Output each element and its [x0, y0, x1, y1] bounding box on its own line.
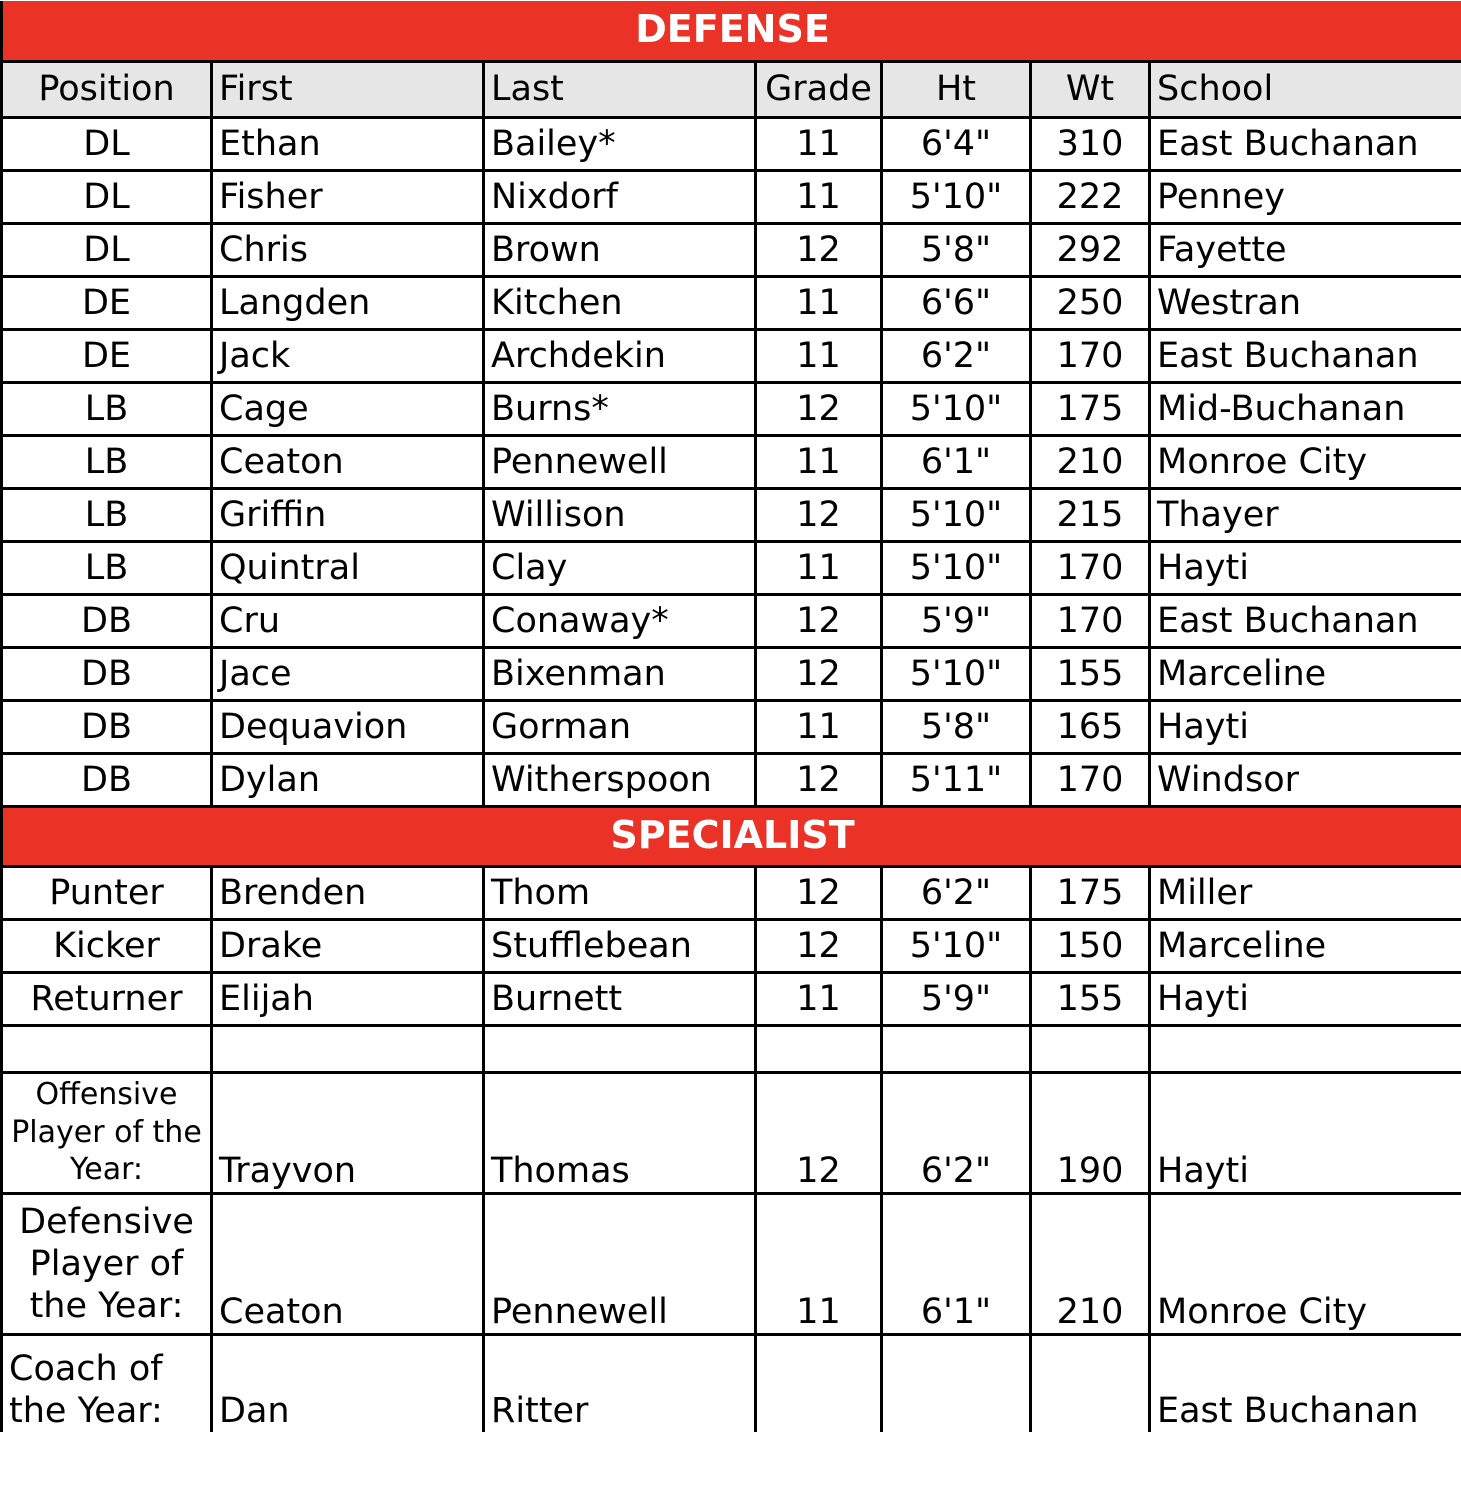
cell-first: Langden [212, 276, 484, 329]
cell-weight: 210 [1031, 435, 1150, 488]
cell-position: Kicker [2, 919, 212, 972]
award-grade [756, 1334, 882, 1432]
cell-first: Fisher [212, 170, 484, 223]
award-first: Dan [212, 1334, 484, 1432]
cell-first: Jace [212, 647, 484, 700]
cell-school: Hayti [1150, 972, 1461, 1025]
cell-school: Marceline [1150, 919, 1461, 972]
cell-school: Marceline [1150, 647, 1461, 700]
empty-cell [1031, 1025, 1150, 1072]
cell-weight: 170 [1031, 753, 1150, 806]
defense-row [2, 700, 1461, 753]
cell-school: Westran [1150, 276, 1461, 329]
cell-last: Pennewell [484, 435, 756, 488]
cell-school: Hayti [1150, 700, 1461, 753]
specialist-row [2, 919, 1461, 972]
award-label: Offensive Player of the Year: [2, 1072, 212, 1193]
cell-last: Bixenman [484, 647, 756, 700]
award-school: East Buchanan [1150, 1334, 1461, 1432]
cell-last: Burns* [484, 382, 756, 435]
cell-weight: 175 [1031, 382, 1150, 435]
cell-position: LB [2, 541, 212, 594]
cell-weight: 150 [1031, 919, 1150, 972]
defense-banner: DEFENSE [2, 1, 1461, 61]
cell-position: DL [2, 223, 212, 276]
cell-first: Quintral [212, 541, 484, 594]
empty-cell [756, 1025, 882, 1072]
cell-last: Burnett [484, 972, 756, 1025]
cell-school: Hayti [1150, 541, 1461, 594]
award-weight: 210 [1031, 1193, 1150, 1334]
empty-row [2, 1025, 1461, 1072]
cell-last: Brown [484, 223, 756, 276]
cell-position: DL [2, 117, 212, 170]
cell-weight: 222 [1031, 170, 1150, 223]
defensive-player-award-row [2, 1193, 1461, 1334]
defense-row [2, 435, 1461, 488]
cell-height: 5'10" [882, 541, 1031, 594]
award-height [882, 1334, 1031, 1432]
cell-grade: 11 [756, 541, 882, 594]
cell-last: Archdekin [484, 329, 756, 382]
cell-school: Fayette [1150, 223, 1461, 276]
cell-first: Cage [212, 382, 484, 435]
cell-weight: 215 [1031, 488, 1150, 541]
cell-last: Willison [484, 488, 756, 541]
cell-school: East Buchanan [1150, 594, 1461, 647]
cell-grade: 12 [756, 382, 882, 435]
cell-grade: 12 [756, 753, 882, 806]
cell-weight: 165 [1031, 700, 1150, 753]
cell-height: 5'8" [882, 700, 1031, 753]
cell-position: LB [2, 382, 212, 435]
cell-first: Drake [212, 919, 484, 972]
award-last: Ritter [484, 1334, 756, 1432]
cell-height: 6'2" [882, 329, 1031, 382]
cell-height: 5'8" [882, 223, 1031, 276]
cell-grade: 11 [756, 170, 882, 223]
cell-school: Monroe City [1150, 435, 1461, 488]
defense-row [2, 382, 1461, 435]
cell-last: Witherspoon [484, 753, 756, 806]
cell-position: DB [2, 700, 212, 753]
cell-position: DE [2, 276, 212, 329]
defense-row [2, 488, 1461, 541]
cell-last: Kitchen [484, 276, 756, 329]
cell-height: 5'9" [882, 594, 1031, 647]
cell-position: DB [2, 753, 212, 806]
cell-school: Miller [1150, 866, 1461, 919]
specialist-row [2, 866, 1461, 919]
specialist-row [2, 972, 1461, 1025]
cell-position: LB [2, 488, 212, 541]
cell-weight: 170 [1031, 594, 1150, 647]
cell-height: 5'11" [882, 753, 1031, 806]
offensive-player-award-row [2, 1072, 1461, 1193]
cell-first: Cru [212, 594, 484, 647]
cell-first: Elijah [212, 972, 484, 1025]
header-weight: Wt [1031, 61, 1150, 117]
cell-weight: 310 [1031, 117, 1150, 170]
cell-grade: 11 [756, 117, 882, 170]
cell-grade: 12 [756, 919, 882, 972]
cell-height: 5'10" [882, 919, 1031, 972]
cell-weight: 155 [1031, 647, 1150, 700]
empty-cell [882, 1025, 1031, 1072]
cell-first: Dequavion [212, 700, 484, 753]
defense-row [2, 329, 1461, 382]
header-grade: Grade [756, 61, 882, 117]
award-grade: 11 [756, 1193, 882, 1334]
specialist-banner: SPECIALIST [2, 806, 1461, 866]
all-state-defense-sheet [0, 1, 1461, 1494]
cell-height: 5'10" [882, 170, 1031, 223]
cell-school: Windsor [1150, 753, 1461, 806]
cell-height: 5'10" [882, 647, 1031, 700]
cell-weight: 170 [1031, 329, 1150, 382]
award-weight [1031, 1334, 1150, 1432]
cell-first: Griffin [212, 488, 484, 541]
cell-grade: 12 [756, 647, 882, 700]
defense-row [2, 170, 1461, 223]
cell-weight: 170 [1031, 541, 1150, 594]
cell-position: LB [2, 435, 212, 488]
cell-school: Penney [1150, 170, 1461, 223]
cell-school: East Buchanan [1150, 117, 1461, 170]
cell-position: DB [2, 594, 212, 647]
award-label: Defensive Player of the Year: [2, 1193, 212, 1334]
cell-position: DL [2, 170, 212, 223]
defense-row [2, 223, 1461, 276]
header-last: Last [484, 61, 756, 117]
defense-row [2, 753, 1461, 806]
award-last: Thomas [484, 1072, 756, 1193]
cell-grade: 12 [756, 594, 882, 647]
cell-grade: 12 [756, 866, 882, 919]
award-last: Pennewell [484, 1193, 756, 1334]
award-grade: 12 [756, 1072, 882, 1193]
cell-grade: 11 [756, 972, 882, 1025]
coach-award-row [2, 1334, 1461, 1432]
award-weight: 190 [1031, 1072, 1150, 1193]
header-position: Position [2, 61, 212, 117]
defense-banner-row [2, 1, 1461, 61]
cell-first: Jack [212, 329, 484, 382]
empty-cell [2, 1025, 212, 1072]
cell-position: DE [2, 329, 212, 382]
cell-last: Thom [484, 866, 756, 919]
cell-height: 5'10" [882, 488, 1031, 541]
cell-position: Returner [2, 972, 212, 1025]
empty-cell [1150, 1025, 1461, 1072]
cell-height: 6'1" [882, 435, 1031, 488]
empty-cell [484, 1025, 756, 1072]
cell-weight: 175 [1031, 866, 1150, 919]
cell-last: Stufflebean [484, 919, 756, 972]
column-header-row [2, 61, 1461, 117]
defense-row [2, 117, 1461, 170]
award-height: 6'1" [882, 1193, 1031, 1334]
award-height: 6'2" [882, 1072, 1031, 1193]
specialist-banner-row [2, 806, 1461, 866]
award-first: Ceaton [212, 1193, 484, 1334]
cell-last: Nixdorf [484, 170, 756, 223]
cell-first: Brenden [212, 866, 484, 919]
cell-grade: 11 [756, 329, 882, 382]
cell-weight: 250 [1031, 276, 1150, 329]
cell-grade: 11 [756, 700, 882, 753]
defense-row [2, 276, 1461, 329]
cell-first: Ethan [212, 117, 484, 170]
cell-position: Punter [2, 866, 212, 919]
defense-row [2, 541, 1461, 594]
award-school: Hayti [1150, 1072, 1461, 1193]
empty-cell [212, 1025, 484, 1072]
cell-position: DB [2, 647, 212, 700]
cell-first: Ceaton [212, 435, 484, 488]
cell-grade: 12 [756, 223, 882, 276]
header-height: Ht [882, 61, 1031, 117]
cell-first: Chris [212, 223, 484, 276]
cell-grade: 11 [756, 435, 882, 488]
cell-last: Bailey* [484, 117, 756, 170]
cell-height: 6'6" [882, 276, 1031, 329]
header-school: School [1150, 61, 1461, 117]
cell-last: Clay [484, 541, 756, 594]
cell-school: East Buchanan [1150, 329, 1461, 382]
cell-school: Thayer [1150, 488, 1461, 541]
award-label: Coach of the Year: [2, 1334, 212, 1432]
cell-grade: 11 [756, 276, 882, 329]
cell-weight: 155 [1031, 972, 1150, 1025]
cell-last: Gorman [484, 700, 756, 753]
cell-height: 6'2" [882, 866, 1031, 919]
cell-first: Dylan [212, 753, 484, 806]
cell-last: Conaway* [484, 594, 756, 647]
cell-school: Mid-Buchanan [1150, 382, 1461, 435]
defense-row [2, 594, 1461, 647]
award-school: Monroe City [1150, 1193, 1461, 1334]
roster-table [0, 1, 1461, 1432]
cell-grade: 12 [756, 488, 882, 541]
cell-height: 6'4" [882, 117, 1031, 170]
cell-height: 5'9" [882, 972, 1031, 1025]
cell-height: 5'10" [882, 382, 1031, 435]
defense-row [2, 647, 1461, 700]
header-first: First [212, 61, 484, 117]
cell-weight: 292 [1031, 223, 1150, 276]
award-first: Trayvon [212, 1072, 484, 1193]
